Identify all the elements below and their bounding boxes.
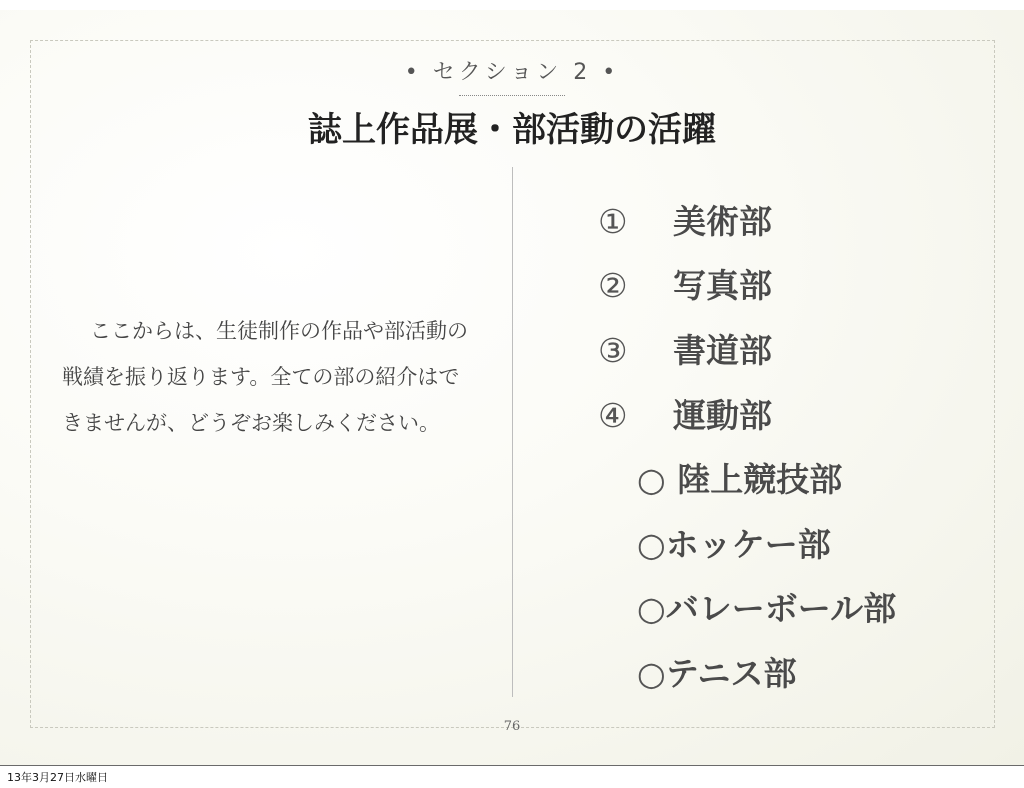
sub-list-item xyxy=(637,648,796,695)
intro-text: ここからは、生徒制作の作品や部活動の戦績を振り返ります。全ての部の紹介はできませんが、どうぞお楽しみください。 xyxy=(62,319,468,435)
sub-list-item-label: ホッケー部 xyxy=(665,525,831,564)
sub-list-item xyxy=(637,583,896,630)
list-item-number: ② xyxy=(598,266,628,305)
list-item-label: 美術部 xyxy=(673,202,772,241)
slide xyxy=(0,10,1024,766)
circle-bullet-icon: ○ xyxy=(637,460,666,499)
list-item-number: ③ xyxy=(598,331,628,370)
sub-list-item xyxy=(637,454,842,501)
circle-bullet-icon: ○ xyxy=(637,589,666,628)
list-item xyxy=(598,260,772,307)
club-list xyxy=(0,10,1024,766)
sub-list-item-label: テニス部 xyxy=(665,654,797,693)
sub-list-item xyxy=(637,519,831,566)
list-item-number: ④ xyxy=(598,396,628,435)
list-item-label: 運動部 xyxy=(673,396,772,435)
circle-bullet-icon: ○ xyxy=(637,654,666,693)
circle-bullet-icon: ○ xyxy=(637,525,666,564)
page-number: 76 xyxy=(503,719,521,734)
footer-date: 13年3月27日水曜日 xyxy=(7,771,108,784)
list-item-label: 写真部 xyxy=(673,266,772,305)
list-item xyxy=(598,196,772,243)
slide-title: 誌上作品展・部活動の活躍 xyxy=(308,110,716,150)
list-item xyxy=(598,390,772,437)
sub-list-item-label: バレーボール部 xyxy=(665,589,897,628)
list-item xyxy=(598,325,772,372)
section-label: • セクション 2 • xyxy=(404,60,620,85)
sub-list-item-label: 陸上競技部 xyxy=(665,460,843,499)
list-item-number: ① xyxy=(598,202,628,241)
list-item-label: 書道部 xyxy=(673,331,772,370)
